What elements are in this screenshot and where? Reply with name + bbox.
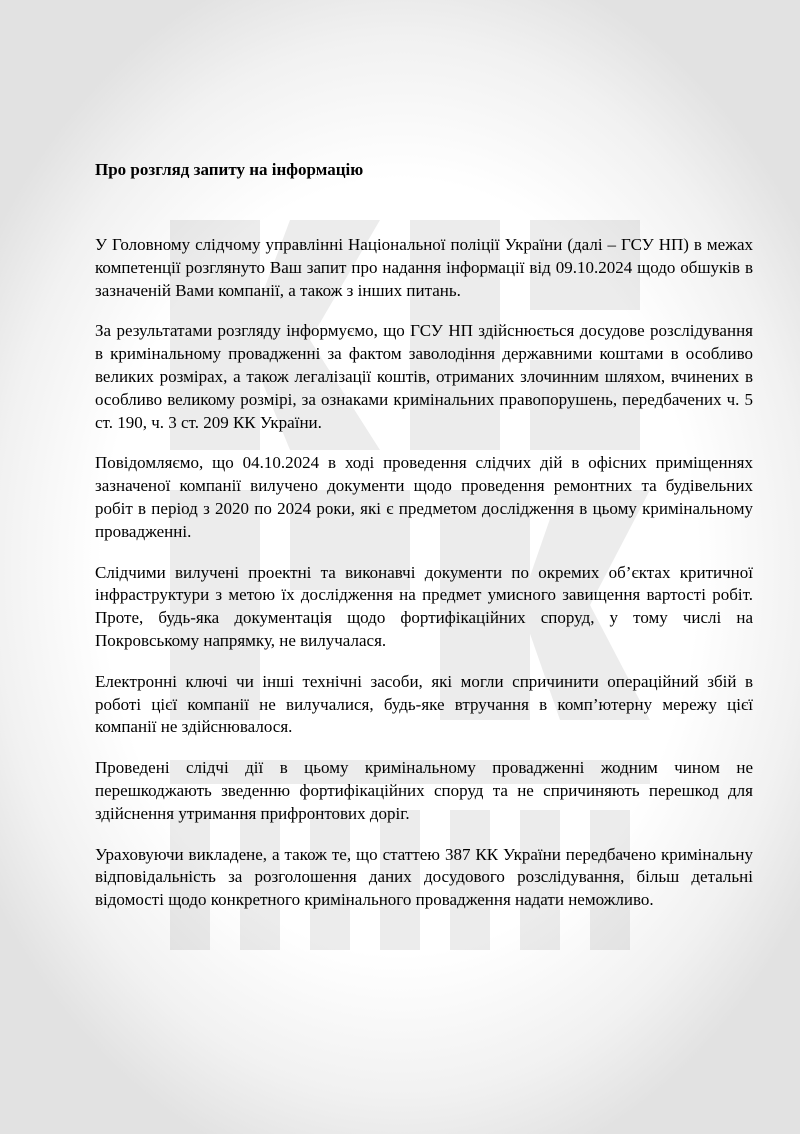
paragraph-investigation: За результатами розгляду інформуємо, що ГСУ НП здійснюється досудове розслідування в кримінальному провадженні за фактом заволодіння державними коштами в особливо великих розмірах, а також легалізації коштів, отриманих злочинним шляхом, вчинених в особливо великому розмірі, за ознаками кримінальних правопорушень, передбачених ч. 5 ст. 190, ч. 3 ст. 209 КК України. [95, 321, 753, 432]
paragraph-no-obstruction: Проведені слідчі дії в цьому кримінальному провадженні жодним чином не перешкоджають зведенню фортифікаційних споруд та не спричиняють перешкод для здійснення утримання прифронтових доріг. [95, 758, 753, 823]
paragraph-seized-documents: Слідчими вилучені проектні та виконавчі документи по окремих об’єктах критичної інфраструктури з метою їх дослідження на предмет умисного завищення вартості робіт. Проте, будь-яка документація щодо фортифікаційних споруд, у тому числі на Покровському напрямку, не вилучалася. [95, 562, 753, 650]
document-title: Про розгляд запиту на інформацію [95, 160, 364, 179]
paragraph-search: Повідомляємо, що 04.10.2024 в ході проведення слідчих дій в офісних приміщеннях зазначеної компанії вилучено документи щодо проведення ремонтних та будівельних робіт в період з 2020 по 2024 роки, які є предметом дослідження в цьому кримінальному провадженні. [95, 453, 753, 541]
document-body [95, 156, 753, 930]
paragraph-conclusion: Ураховуючи викладене, а також те, що статтею 387 КК України передбачено кримінальну відповідальність за розголошення даних досудового розслідування, більш детальні відомості щодо конкретного кримінального провадження надати неможливо. [95, 844, 753, 910]
paragraph-intro: У Головному слідчому управлінні Національної поліції України (далі – ГСУ НП) в межах компетенції розглянуто Ваш запит про надання інформації від 09.10.2024 щодо обшуків в зазначеній Вами компанії, а також з інших питань. [95, 235, 753, 300]
paragraph-electronic-keys: Електронні ключі чи інші технічні засоби, які могли спричинити операційний збій в роботі цієї компанії не вилучалися, будь-яке втручання в комп’ютерну мережу цієї компанії не здійснювалося. [95, 671, 753, 737]
